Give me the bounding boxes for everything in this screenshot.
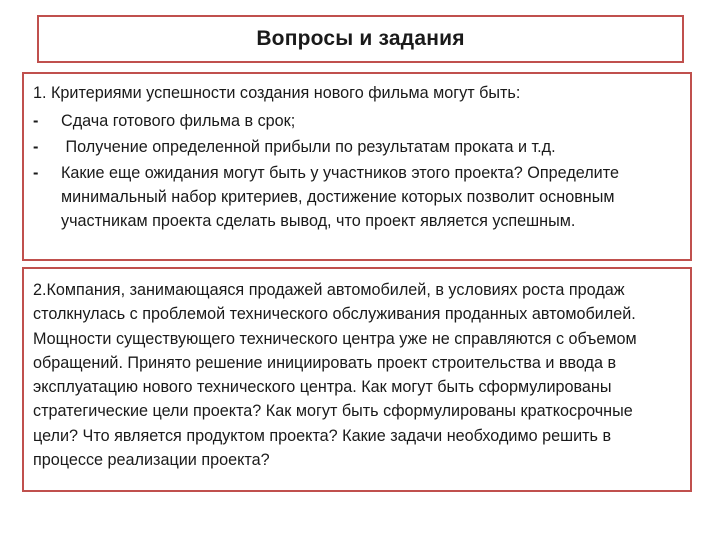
bullet-marker: - [33, 138, 39, 156]
bullet-text: Получение определенной прибыли по результатам проката и т.д. [61, 138, 556, 156]
bullet-marker: - [33, 164, 39, 182]
bullet-item [33, 161, 682, 233]
bullet-item [33, 109, 682, 133]
bullet-text: Сдача готового фильма в срок; [61, 112, 296, 130]
bullet-text: Какие еще ожидания могут быть у участников этого проекта? Определите минимальный набор критериев, достижение которых позволит основным участникам проекта сделать вывод, что проект является успешным. [61, 164, 619, 230]
slide-title: Вопросы и задания [256, 27, 465, 50]
question-2-box [22, 267, 692, 492]
bullet-marker: - [33, 112, 39, 130]
question-2-text: 2.Компания, занимающаяся продажей автомобилей, в условиях роста продаж столкнулась с проблемой технического обслуживания проданных автомобилей. Мощности существующего технического центра уже не справляются с объемом обращений. Принято решение инициировать проект строительства и ввода в эксплуатацию нового технического центра. Как могут быть сформулированы стратегические цели проекта? Как могут быть сформулированы краткосрочные цели? Что является продуктом проекта? Какие задачи необходимо решить в процессе реализации проекта? [33, 281, 637, 470]
question-1-intro: 1. Критериями успешности создания нового фильма могут быть: [33, 84, 521, 102]
question-1-box [22, 72, 692, 261]
title-box [37, 15, 684, 63]
bullet-item [33, 135, 682, 159]
